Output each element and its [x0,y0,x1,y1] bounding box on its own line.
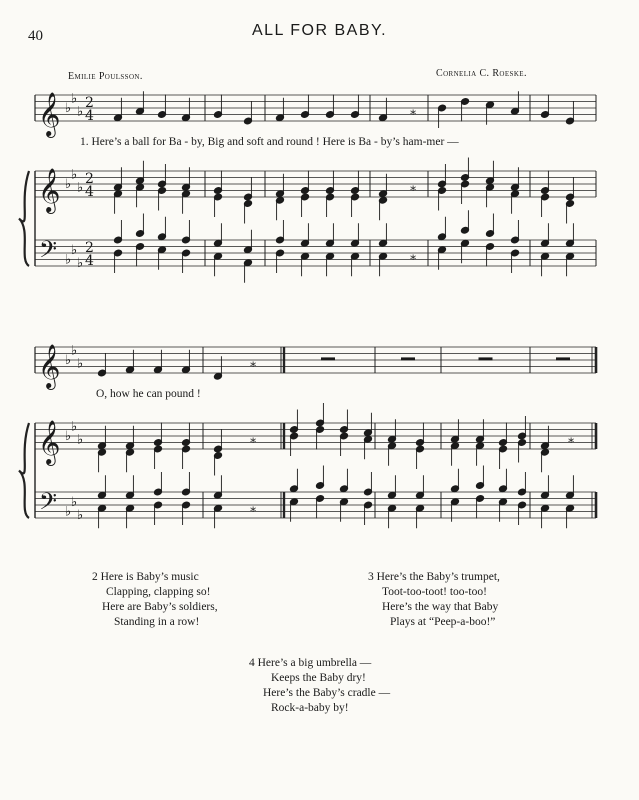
quarter-rest: ∗ [249,356,258,371]
flat-sign: ♭ [77,255,84,271]
flat-sign: ♭ [71,91,78,107]
lyrics-line-2: O, how he can pound ! [96,388,201,400]
time-signature: 4 [85,253,94,269]
time-signature: 4 [85,108,94,124]
page-number: 40 [28,28,43,44]
flat-sign: ♭ [65,429,72,444]
verse-line: Here’s the Baby’s cradle — [263,687,391,699]
time-signature: 4 [85,184,94,200]
quarter-rest: ∗ [409,104,418,119]
flat-sign: ♭ [71,419,78,435]
flat-sign: ♭ [71,242,78,258]
verse-line: Standing in a row! [114,616,200,628]
page-title: ALL FOR BABY. [251,22,388,39]
verse-line: Here’s the way that Baby [382,601,499,613]
treble-clef: 𝄞 [38,344,61,388]
whole-rest [479,357,493,360]
quarter-rest: ∗ [567,432,576,447]
flat-sign: ♭ [65,252,72,268]
flat-sign: ♭ [77,507,84,523]
flat-sign: ♭ [71,167,78,183]
treble-clef: 𝄞 [38,92,61,136]
whole-rest [401,357,415,360]
treble-clef: 𝄞 [38,168,61,212]
flat-sign: ♭ [77,356,84,372]
verse-4 [249,656,390,716]
verse-2 [92,570,218,630]
verse-line: Toot-too-toot! too-too! [382,586,487,598]
verse-line: Here’s a big umbrella — [257,657,372,669]
flat-sign: ♭ [65,504,72,520]
quarter-rest: ∗ [409,249,418,264]
quarter-rest: ∗ [409,180,418,195]
verse-line: Clapping, clapping so! [106,586,211,598]
piano-brace [19,423,29,518]
quarter-rest: ∗ [249,501,258,516]
flat-sign: ♭ [77,432,84,448]
quarter-rest: ∗ [249,432,258,447]
composer-credit: Cornelia C. Roeske. [436,68,527,79]
time-signature: 2 [85,240,94,256]
verse-number: 3 [368,571,374,583]
flat-sign: ♭ [71,494,78,510]
treble-clef: 𝄞 [38,420,61,464]
whole-rest [321,357,335,360]
verse-line: Here is Baby’s music [100,571,199,583]
verse-line: Plays at “Peep-a-boo!” [390,616,496,628]
verse-3 [368,570,500,630]
flat-sign: ♭ [77,104,84,120]
verse-number: 2 [92,571,98,583]
time-signature: 2 [85,95,94,111]
verse-line: Here’s the Baby’s trumpet, [376,571,500,583]
time-signature: 2 [85,171,94,187]
flat-sign: ♭ [65,353,72,368]
flat-sign: ♭ [65,177,72,192]
verse-line: Rock-a-baby by! [271,702,349,714]
verse-line: Here are Baby’s soldiers, [102,601,218,613]
verse-number: 4 [249,657,255,669]
whole-rest [556,357,570,360]
verse-line: Keeps the Baby dry! [271,672,366,684]
flat-sign: ♭ [65,101,72,116]
bass-clef: 𝄢 [39,487,58,521]
flat-sign: ♭ [71,343,78,359]
flat-sign: ♭ [77,180,84,196]
lyricist-credit: Emilie Poulsson. [68,71,143,82]
piano-brace [19,171,29,266]
bass-clef: 𝄢 [39,235,58,269]
lyrics-line-1: 1. Here’s a ball for Ba - by, Big and soft and round ! Here is Ba - by’s ham-mer — [80,136,459,148]
